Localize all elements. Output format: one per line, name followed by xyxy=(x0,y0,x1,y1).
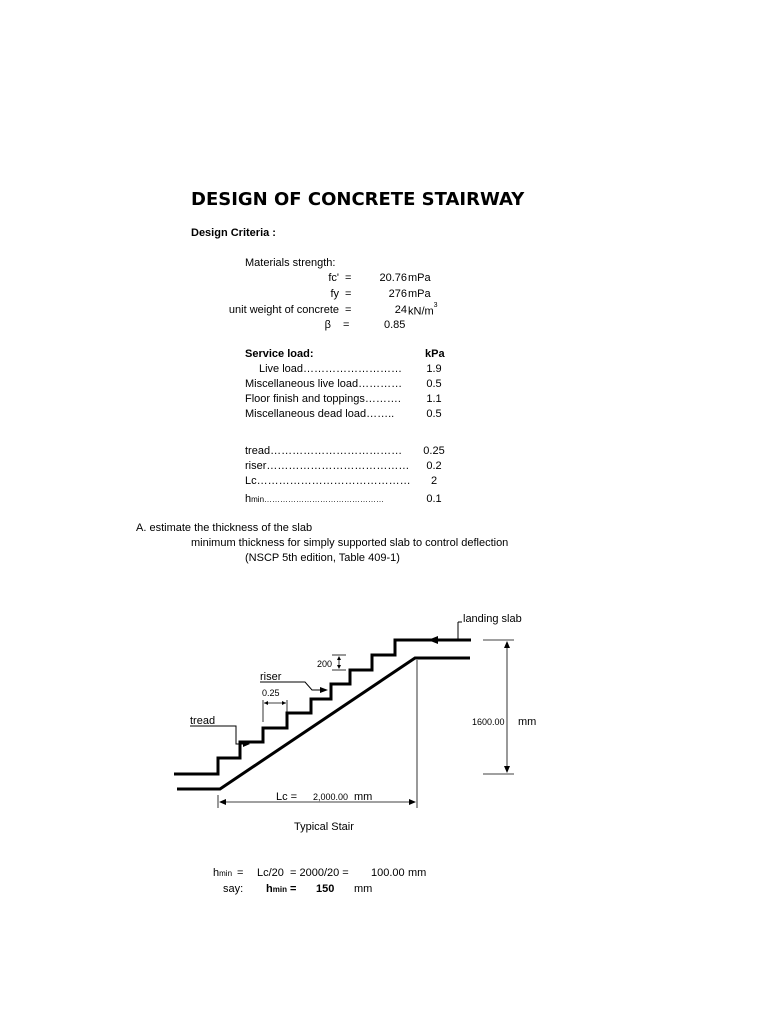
tread-label: tread……………………………… xyxy=(245,445,403,457)
unit-weight-unit: $kN/m^3$ xyxy=(408,302,438,318)
calc-unit: mm xyxy=(408,867,427,879)
calc-hmin-label: hmin xyxy=(213,867,233,879)
landing-slab-label: landing slab xyxy=(463,613,522,625)
service-load-unit-header: kPa xyxy=(425,348,445,360)
page-title: DESIGN OF CONCRETE STAIRWAY xyxy=(191,189,525,210)
misc-dead-load-value: 0.5 xyxy=(426,408,442,420)
slab-soffit xyxy=(177,658,470,789)
lc-label: Lc…………………………………… xyxy=(245,475,411,487)
calc-substitution: = 2000/20 = xyxy=(290,867,349,879)
lc-dim-value: 2,000.00 xyxy=(313,792,349,802)
hmin-value: 0.1 xyxy=(426,493,442,505)
fc-value: 20.76 xyxy=(379,272,407,284)
section-a-heading: A. estimate the thickness of the slab xyxy=(136,522,313,534)
tread-annotation: tread xyxy=(190,715,216,727)
tread-value: 0.25 xyxy=(423,445,445,457)
tread-leader xyxy=(190,726,244,744)
fc-label: fc' xyxy=(328,272,339,284)
say-label: say: xyxy=(223,883,244,895)
lc-value: 2 xyxy=(430,475,438,487)
riser-label: riser………………………………… xyxy=(245,460,410,472)
riser-dimension: 200 xyxy=(317,659,333,669)
fy-value: 276 xyxy=(388,288,407,300)
fy-label: fy xyxy=(330,288,339,300)
section-a-line1: minimum thickness for simply supported slab to control deflection xyxy=(191,537,509,549)
calc-result: 100.00 xyxy=(371,867,405,879)
say-hmin-label: hmin xyxy=(266,883,287,895)
design-criteria-label: Design Criteria : xyxy=(191,227,276,239)
unit-weight-label: unit weight of concrete xyxy=(228,304,339,316)
fc-eq: = xyxy=(345,272,352,284)
beta-value: 0.85 xyxy=(384,319,406,331)
misc-live-load-value: 0.5 xyxy=(426,378,442,390)
unit-weight-eq: = xyxy=(345,304,352,316)
live-load-label: Live load……………………… xyxy=(259,363,403,375)
tread-dimension: 0.25 xyxy=(262,688,280,698)
unit-weight-value: 24 xyxy=(394,304,407,316)
fy-unit: mPa xyxy=(408,288,431,300)
say-unit: mm xyxy=(354,883,373,895)
materials-heading: Materials strength: xyxy=(245,257,336,269)
lc-dim-unit: mm xyxy=(354,791,373,803)
service-load-heading: Service load: xyxy=(245,348,314,360)
fc-unit: mPa xyxy=(408,272,431,284)
lc-dim-label: Lc = xyxy=(276,791,298,803)
section-a-line2: (NSCP 5th edition, Table 409-1) xyxy=(245,552,400,564)
say-value: 150 xyxy=(316,883,335,895)
floor-finish-value: 1.1 xyxy=(426,393,442,405)
beta-label: β xyxy=(324,319,331,331)
live-load-value: 1.9 xyxy=(426,363,442,375)
riser-value: 0.2 xyxy=(426,460,442,472)
height-unit: mm xyxy=(518,716,537,728)
height-dimension: 1600.00 xyxy=(472,717,505,727)
beta-eq: = xyxy=(343,319,350,331)
diagram-caption: Typical Stair xyxy=(294,821,354,833)
misc-dead-load-label: Miscellaneous dead load…….. xyxy=(245,408,395,420)
fy-eq: = xyxy=(345,288,352,300)
floor-finish-label: Floor finish and toppings………. xyxy=(245,393,401,405)
riser-annotation: riser xyxy=(260,671,282,683)
hmin-label: hmin……………………………………… xyxy=(245,493,385,505)
calc-eq: = xyxy=(237,867,244,879)
say-eq: = xyxy=(290,883,297,895)
calc-formula: Lc/20 xyxy=(257,867,284,879)
misc-live-load-label: Miscellaneous live load………… xyxy=(245,378,403,390)
